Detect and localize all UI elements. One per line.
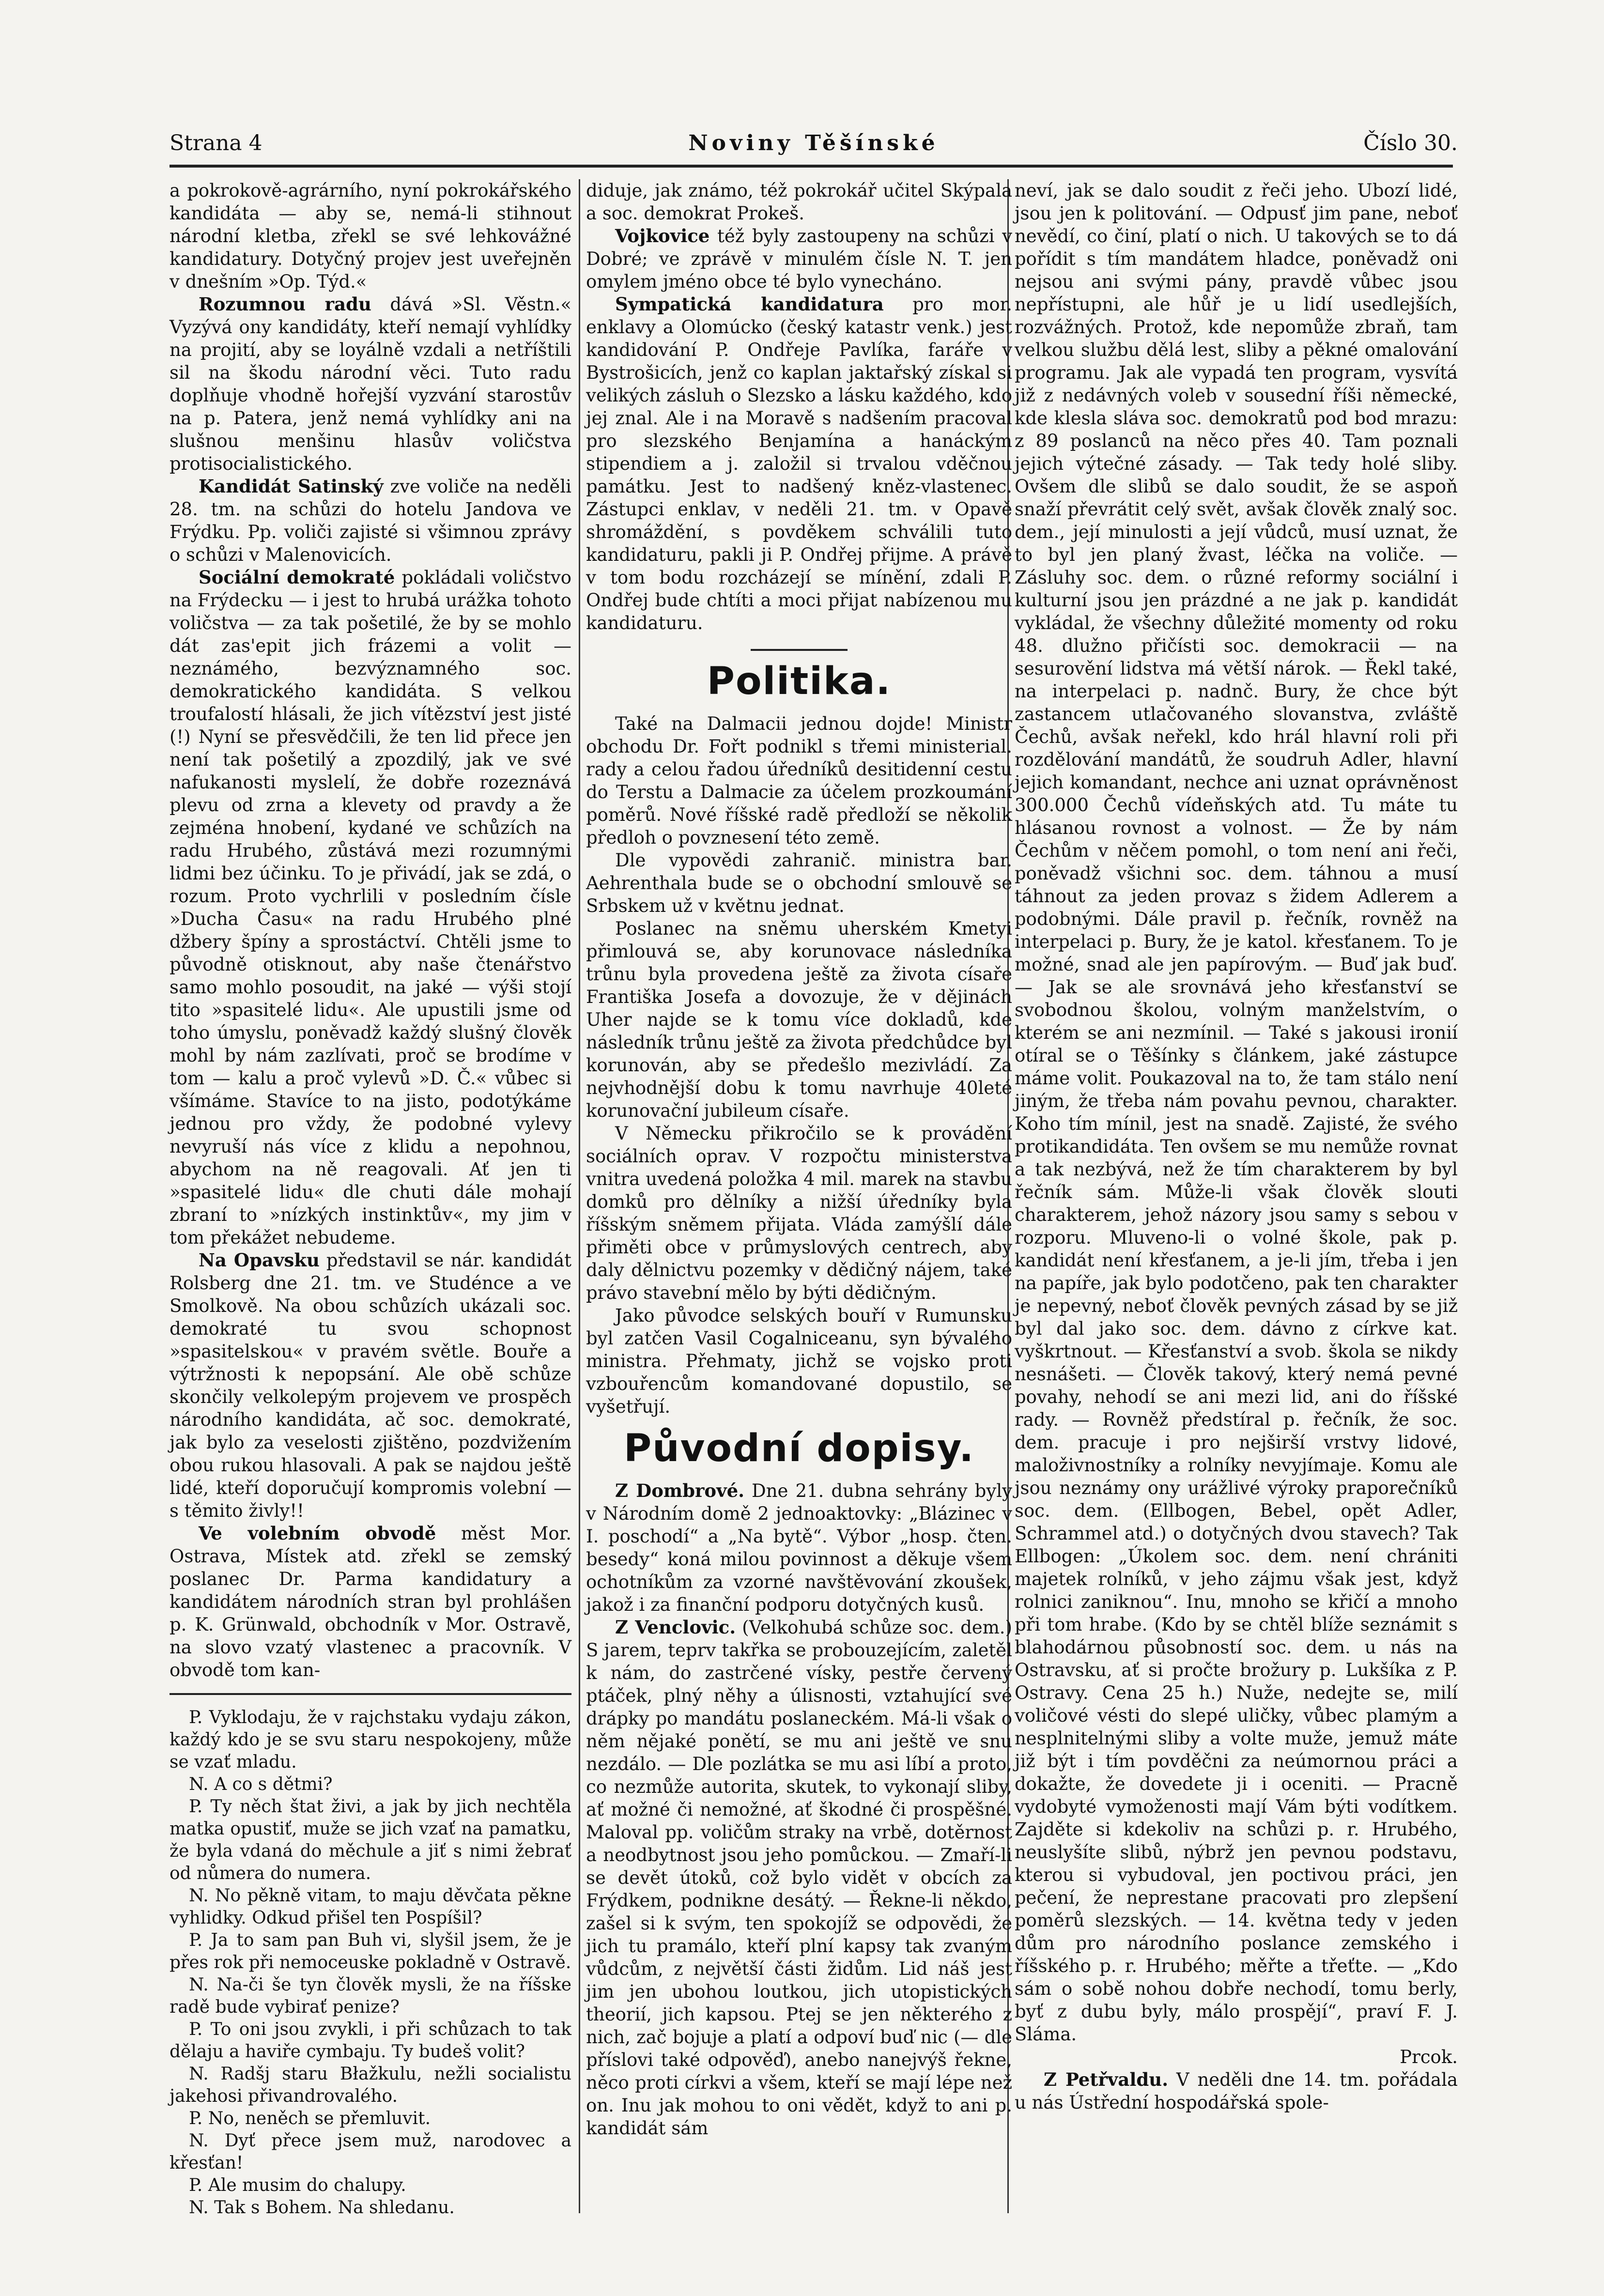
article-paragraph: Také na Dalmacii jednou dojde! Ministr obchodu Dr. Fořt podnikl s třemi ministerial. rady a celou řadou úředníků desitidenní cestu do Terstu a Dalmacie za účelem prozkoumání poměrů. Nové říšské radě předloží se několik předloh o povznesení této země. [586, 713, 1012, 848]
article-paragraph [170, 566, 571, 1249]
article-text: též byly zastoupeny na schůzi v Dobré; ve zprávě v minulém čísle N. T. jen omylem jméno obce té bylo vynecháno. [586, 226, 1012, 292]
article-paragraph: V Německu přikročilo se k provádění sociálních oprav. V rozpočtu ministerstva vnitra uvedená položka 4 mil. marek na stavbu domků pro dělníky a nižší úředníky byla říšským sněmem přijata. Vláda zamýšlí dále přiměti obce v průmyslových centrech, aby daly dělnictvu pozemky v dědičný nájem, také právo stavební mělo by býti dědičným. [586, 1123, 1012, 1303]
dialogue-line: P. Ja to sam pan Buh vi, slyšil jsem, že je přes rok při nemoceuske pokladně v Ostravě. [170, 1930, 571, 1972]
article-paragraph [586, 225, 1012, 293]
article-paragraph: Poslanec na sněmu uherském Kmetyi přimlouvá se, aby korunovace následníka trůnu byla provedena ještě za života císaře Františka Josefa a dovozuje, že v dějinách Uher najde se k tomu více dokladů, kde následník trůnu ještě za života předchůdce byl korunován, aby se předešlo mezivládí. Za nejvhodnější dobu k tomu navrhuje 40leté korunovační jubileum císaře. [586, 918, 1012, 1121]
article-lead: Kandidát Satinský [199, 476, 384, 497]
dialogue-line: P. Ty něch štat živi, a jak by jich nechtěla matka opustiť, muže se jich vzať na pamatku, že byla vdaná do měchule a jiť s nimi žebrať od nůmera do numera. [170, 1797, 571, 1883]
column-3 [1015, 179, 1458, 2114]
article-lead: Sociální demokraté [199, 567, 395, 588]
article-paragraph [170, 293, 571, 475]
article-text: pokládali voličstvo na Frýdecku — i jest to hrubá urážka tohoto voličstva — za tak pošetilé, že by se mohlo dát zas'epit jich frázemi a volit — neznámého, bezvýznamného soc. demokratického kandidáta. S velkou troufalostí hlásali, že jich vítězství jest jisté (!) Nyní se přesvědčili, že ten lid přece jen není tak pošetilý a zpozdilý, jak ve své nafukanosti myslelí, že dobře rozeznává plevu od zrna a klevety od pravdy a že zejména hnobení, kydané ve schůzích na radu Hrubého, zůstává mezi rozumnými lidmi bez účinku. To je přivádí, jak se zdá, o rozum. Proto vychrlili v posledním čísle »Ducha Času« na radu Hrubého plné džbery špíny a sprostáctví. Chtěli jsme to původně otisknout, aby naše čtenářstvo samo mohlo posoudit, na jaké — výši stojí tito »spasitelé lidu«. Ale upustili jsme od toho úmyslu, poněvadž každý slušný člověk mohl by nám zazlívati, proč se brodíme v tom — kalu a proč vylevů »D. Č.« vůbec si všímáme. Stavíce to na jisto, podotýkáme jednou pro vždy, že podobné vylevy nevyruší nás více z klidu a nepohnou, abychom na ně reagovali. Ať jen ti »spasitelé lidu« dle chuti dále mohají zbraní to »nízkých instinktův«, my jim v tom překážet nebudeme. [170, 567, 571, 1248]
article-lead: Na Opavsku [199, 1249, 320, 1271]
article-text: měst Mor. Ostrava, Místek atd. zřekl se zemský poslanec Dr. Parma kandidatury a kandidátem národních stran byl prohlášen p. K. Grünwald, obchodník v Mor. Ostravě, na slovo vzatý vlastenec a pracovník. V obvodě tom kan- [170, 1523, 571, 1680]
article-signature: Prcok. [1400, 2047, 1458, 2067]
page-number: Strana 4 [170, 131, 262, 155]
dialogue-line: N. Tak s Bohem. Na shledanu. [189, 2198, 455, 2218]
dialogue-line: N. Na-či še tyn člověk mysli, že na říšske radě bude vybirať penize? [170, 1975, 571, 2017]
article-text: pro mor. enklavy a Olomúcko (český katastr venk.) jest kandidování P. Ondřeje Pavlíka, faráře v Bystrošicích, jenž co kaplan jaktařský získal si velikých zásluh o Slezsko a lásku každého, kdo jej znal. Ale i na Moravě s nadšením pracoval pro slezského Benjamína a hanáckým stipendiem a j. založil si trvalou vděčnou památku. Jest to nadšený kněz-vlastenec. Zástupci enklav, v neděli 21. tm. v Opavě shromáždění, s povděkem schválili tuto kandidaturu, pakli ji P. Ondřej přijme. A právě v tom bodu rozcházejí se mínění, zdali P. Ondřej bude chtíti a moci přijat nabízenou mu kandidaturu. [586, 294, 1012, 633]
header-rule [170, 165, 1453, 168]
article-lead: Z Petřvaldu. [1044, 2069, 1169, 2090]
article-text: (Velkohubá schůze soc. dem.) S jarem, teprv takřka se probouzejícím, zaletěl k nám, do zastrčené vísky, pestře červený ptáček, plný něhy a úlisnosti, vztahující své drápky po mandátu poslaneckém. Má-li však o něm nějaké ponětí, se mu ani ještě ve snu nezdálo. — Dle pozlátka se mu asi líbí a proto, co nezmůže autorita, skutek, to vykonají sliby, ať možné či nemožné, ať škodné či prospěšné. Maloval pp. voličům straky na vrbě, dotěrnost a neodbytnost jsou jeho pomůckou. — Zmaří-li se devět útoků, což bylo vidět v obcích za Frýdkem, podnikne desátý. — Řekne-li někdo, zašel si k svým, ten spokojíž se odpovědi, že jich tu pramálo, kteří plní kapsy tak zvaným vůdcům, z největší části židům. Lid náš jest jim jen ubohou loutkou, jich utopistických theorií, jich kapsou. Ptej se jen některého z nich, zač bojuje a platí a odpoví buď nic (— dle příslovi také odpověď), anebo nanejvýš řekne, něco proti církvi a všem, kteří se mají lépe než on. Inu jak mohou to oni vědět, když to ani p. kandidát sám [586, 1617, 1012, 2139]
article-paragraph [170, 475, 571, 566]
article-paragraph: a pokrokově-agrárního, nyní pokrokářského kandidáta — aby se, nemá-li stihnout národní kletba, zřekl se své lehkovážné kandidatury. Dotyčný projev jest uveřejněn v dnešním »Op. Týd.« [170, 180, 571, 292]
article-paragraph [586, 1479, 1012, 1616]
page-header [170, 131, 1458, 165]
article-paragraph [1015, 2068, 1458, 2114]
article-lead: Sympatická kandidatura [615, 293, 884, 315]
article-text: Dne 21. dubna sehrány byly v Národním domě 2 jednoaktovky: „Blázinec v I. poschodí“ a „Na bytě“. Výbor „hosp. čten. besedy“ koná milou povinnost a děkuje všem ochotníkům za vzorné navštěvování zkoušek, jakož i za finanční podporu dotyčných kusů. [586, 1480, 1012, 1615]
article-text: dává »Sl. Věstn.« Vyzývá ony kandidáty, kteří nemají vyhlídky na projití, aby se loyálně vzdali a netříštili sil na škodu národní věci. Tuto radu doplňuje vhodně hořejší vyzvání starostův na p. Patera, jenž nemá vyhlídky ani na slušnou menšinu hlasův voličstva protisocialistického. [170, 294, 572, 474]
issue-number: Číslo 30. [1363, 131, 1458, 155]
article-text: zve voliče na neděli 28. tm. na schůzi do hotelu Jandova ve Frýdku. Pp. voliči zajisté si všimnou zprávy o schůzi v Malenovicích. [170, 476, 571, 565]
article-lead: Z Venclovic. [615, 1617, 736, 1638]
section-heading-politika: Politika. [707, 660, 892, 703]
dialogue-line: P. Ale musim do chalupy. [189, 2175, 406, 2195]
article-text: V neděli dne 14. tm. pořádala u nás Ústřední hospodářská spole- [1015, 2069, 1458, 2113]
column-2 [586, 179, 1012, 2140]
section-heading-dopisy: Původní dopisy. [623, 1427, 975, 1470]
article-lead: Vojkovice [615, 225, 710, 247]
article-lead: Ve volebním obvodě [199, 1523, 436, 1544]
article-paragraph [170, 1249, 571, 1522]
section-rule [170, 1693, 571, 1695]
column-1 [170, 179, 571, 2219]
article-text: představil se nár. kandidát Rolsberg dne 21. tm. ve Studénce a ve Smolkově. Na obou schůzích ukázali soc. demokraté tu svou schopnost »spasitelskou« v pravém světle. Bouře a výtržnosti k nepopsání. Ale obě schůze skončily velkolepým projevem ve prospěch národního kandidáta, ač soc. demokraté, jak bylo za veselosti zjištěno, pozdvižením obou rukou hlasovali. A pak se najdou ještě lidé, kteří doporučují kompromis volební — s těmito živly!! [170, 1250, 571, 1521]
dialogue-line: P. Vyklodaju, že v rajchstaku vydaju zákon, každý kdo je se svu staru nespokojeny, může se vzať mladu. [170, 1708, 571, 1772]
dialogue-line: P. To oni jsou zvykli, i při schůzach to tak dělaju a haviře cymbaju. Ty budeš volit? [170, 2019, 571, 2062]
article-paragraph [586, 1616, 1012, 2140]
dialogue-line: N. No pěkně vitam, to maju děvčata pěkne vyhlidky. Odkud přišel ten Pospíšil? [170, 1886, 571, 1928]
dialogue-line: N. Radšj staru Błažkulu, nežli socialistu jakehosi přivandrovalého. [170, 2064, 571, 2106]
article-lead: Z Dombrové. [615, 1480, 745, 1501]
article-paragraph [586, 293, 1012, 634]
column-divider [579, 179, 580, 2213]
dialect-dialogue [170, 1707, 571, 2219]
article-paragraph [170, 1522, 571, 1681]
article-lead: Rozumnou radu [199, 293, 371, 315]
article-paragraph: diduje, jak známo, též pokrokář učitel Skýpala a soc. demokrat Prokeš. [586, 180, 1012, 224]
newspaper-title: Noviny Těšínské [688, 131, 939, 155]
article-paragraph: Jako původce selských bouří v Rumunsku byl zatčen Vasil Cogalniceanu, syn bývalého ministra. Přehmaty, jichž se vojsko proti vzbouřencům komandované dopustilo, se vyšetřují. [586, 1305, 1012, 1417]
section-rule [751, 649, 848, 651]
dialogue-line: N. A co s dětmi? [189, 1774, 333, 1794]
dialogue-line: N. Dyť přece jsem muž, narodovec a křesťan! [170, 2131, 571, 2173]
article-paragraph: Dle vypovědi zahranič. ministra bar. Aehrenthala bude se o obchodní smlouvě se Srbskem už v květnu jednat. [586, 850, 1012, 916]
article-paragraph: neví, jak se dalo soudit z řeči jeho. Ubozí lidé, jsou jen k politování. — Odpusť jim pane, neboť nevědí, co činí, platí o nich. U takových se to dá pořídit s tím mandátem hladce, poněvadž oni nejsou ani svými pány, pravdě vůbec jsou nepřístupni, ale hůř je u lidí usedlejších, rozvážných. Protož, kde nepomůže zbraň, tam velkou službu dělá lest, sliby a pěkné omalování programu. Jak ale vypadá ten program, vysvítá již z nedávných voleb v sousední říši německé, kde klesla sláva soc. demokratů pod bod mrazu: z 89 poslanců na něco přes 40. Tam poznali jejich výtečné zásady. — Tak tedy holé sliby. Ovšem dle slibů se dalo soudit, že se aspoň snaží převrátit celý svět, avšak člověk znalý soc. dem., její minulosti a její vůdců, musí uznat, že to byl jen planý žvast, léčka na voliče. — Zásluhy soc. dem. o různé reformy sociální i kulturní jsou jen prázdné a ne jak p. kandidát vykládal, že všechny důležité momenty od roku 48. dlužno přičísti soc. demokracii — na sesurovění lidstva má větší nárok. — Řekl také, na interpelaci p. nadnč. Bury, že chce být zastancem utlačovaného slovanstva, zvláště Čechů, avšak neřekl, kdo hrál hlavní roli při rozdělování mandátů, že soudruh Adler, hlavní jejich komandant, nechce ani uznat oprávněnost 300.000 Čechů vídeňských atd. Tu máte tu hlásanou rovnost a volnost. — Že by nám Čechům v něčem pomohl, o tom není ani řeči, poněvadž všichni soc. dem. táhnou a musí táhnout za jeden provaz s židem Adlerem a podobnými. Dále pravil p. řečník, rovněž na interpelaci p. Bury, že je katol. křesťanem. To je možné, snad ale jen papírovým. — Buď jak buď. — Jak se ale srovnává jeho křesťanství se svobodnou školou, volným manželstvím, o kterém se ani nezmínil. — Také s jakousi ironií otíral se o Těšínky s článkem, jaké zástupce máme volit. Poukazoval na to, že tam stálo není jiným, že třeba nám povahu pevnou, charakter. Koho tím mínil, jest na snadě. Zajisté, že svého protikandidáta. Ten ovšem se mu nemůže rovnat a tak nezbývá, než že tím charakterem by byl řečník sám. Může-li však člověk slouti charakterem, jehož názory jsou samy s sebou v rozporu. Mluveno-li o volné škole, pak p. kandidát není křesťanem, a je-li jím, třeba i jen na papíře, jak bylo podotčeno, pak ten charakter je nepevný, neboť člověk pevných zásad by se již byl dal jako soc. dem. dávno z církve kat. vyškrtnout. — Křesťanství a svob. škola se nikdy nesnášeti. — Člověk takový, který nemá pevné povahy, nehodí se ani mezi lid, ani do říšské rady. — Rovněž předstíral p. řečník, že soc. dem. pracuje i pro nejširší vrstvy lidové, maloživnostníky a rolníky nevyjímaje. Komu ale jsou neznámy ony urážlivé výroky praporečníků soc. dem. (Ellbogen, Bebel, opět Adler, Schrammel atd.) o dotyčných dvou stavech? Tak Ellbogen: „Úkolem soc. dem. není chrániti majetek rolníků, v jeho zájmu však jest, když rolnici zaniknou“. Inu, mnoho se křičí a mnoho při tom hrabe. (Kdo by se chtěl blíže seznámit s blahodárnou působností soc. dem. u nás na Ostravsku, ať si pročte brožury p. Lukšíka z P. Ostravy. Cena 25 h.) Nuže, nedejte se, milí voličové vésti do slepé uličky, vůbec plamým a nesplnitelnými sliby a volte muže, jemuž máte již být i tím povděčni za neúmornou práci a dokažte, že dovedete ji i oceniti. — Pracně vydobyté vymoženosti mají Vám býti vodítkem. Zajděte si kdekoliv na schůzi p. r. Hrubého, neuslyšíte slibů, nýbrž jen pevnou podstavu, kterou si vybudoval, jen poctivou práci, jen pečení, že neprestane pracovati pro zlepšení poměrů slezských. — 14. května tedy v jeden dům pro národního poslance zemského i říšského p. r. Hrubého; měřte a třeťte. — „Kdo sám o sobě nohou dobře nechodí, tomu berly, byť z dubu byly, málo prospějí“, praví F. J. Sláma. [1015, 180, 1458, 2045]
dialogue-line: P. No, neněch se přemluvit. [189, 2109, 431, 2128]
